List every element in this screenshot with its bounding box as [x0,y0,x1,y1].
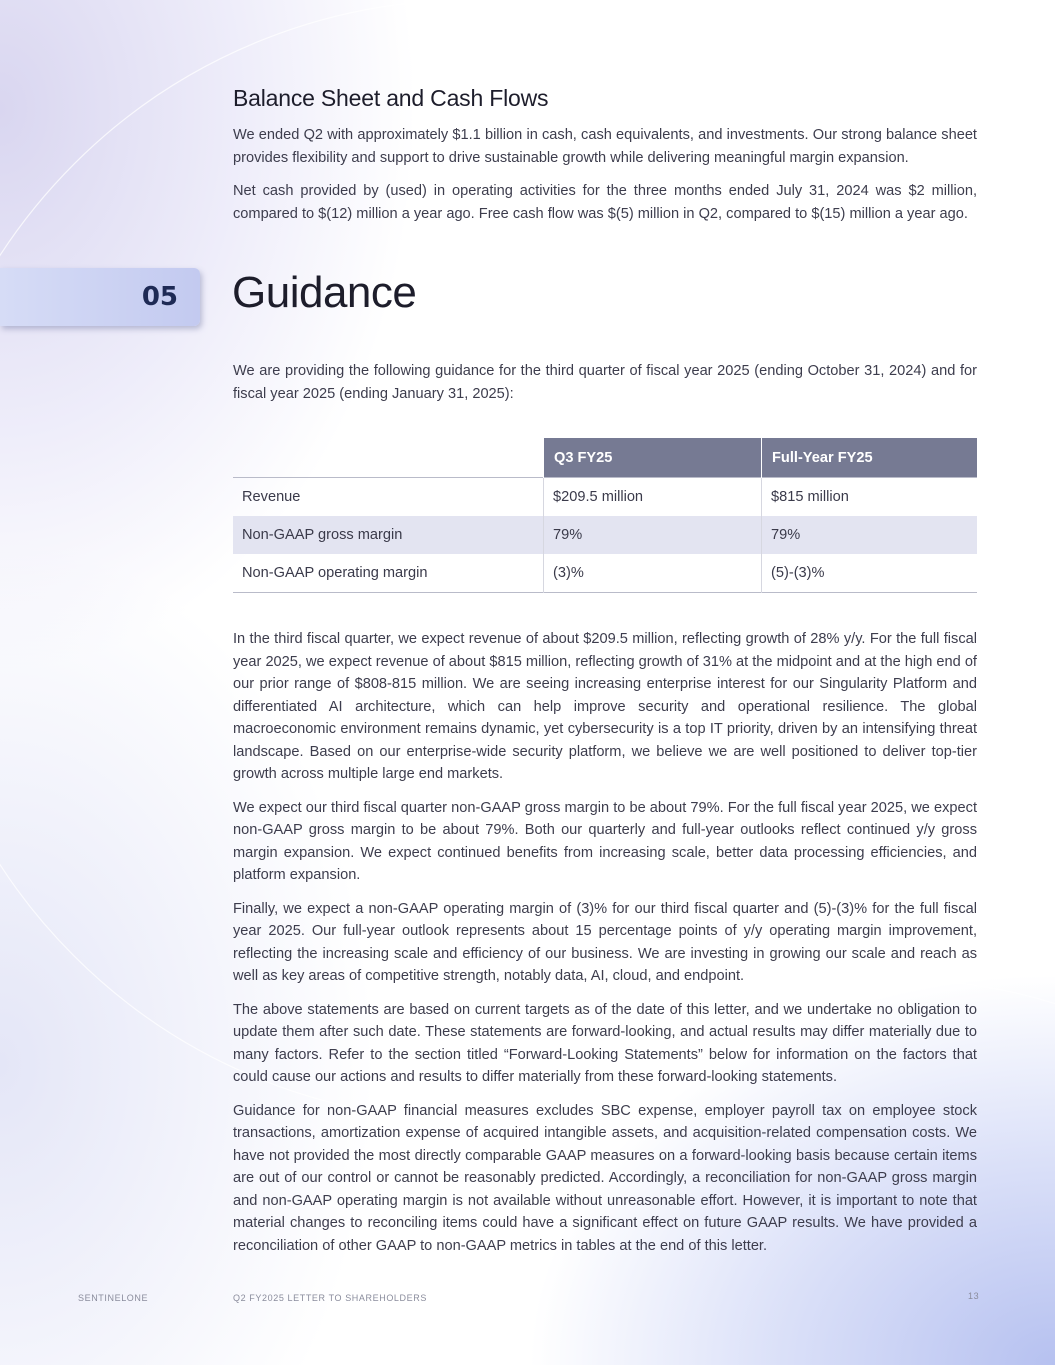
section-number: 05 [141,282,178,312]
footer-document-title: Q2 FY2025 LETTER TO SHAREHOLDERS [233,1293,427,1303]
guidance-paragraph-gross-margin: We expect our third fiscal quarter non-GAAP gross margin to be about 79%. For the full fiscal year 2025, we expect non-GAAP gross margin to be about 79%. Both our quarterly and full-year outlooks reflect continued y/y gross margin expansion. We expect continued benefits from increasing scale, better data processing efficiencies, and platform expansion. [233,799,977,883]
q3-value: $209.5 million [544,478,762,517]
balance-paragraph-1: We ended Q2 with approximately $1.1 billion in cash, cash equivalents, and investments. Our strong balance sheet provides flexibility and support to drive sustainable growth while delivering meaningful margin expansion. [233,127,977,166]
q3-value: (3)% [544,554,762,593]
full-year-value: 79% [762,516,978,554]
table-header-q3: Q3 FY25 [544,438,762,478]
row-label: Revenue [242,489,301,505]
guidance-paragraph-operating-margin: Finally, we expect a non-GAAP operating margin of (3)% for our third fiscal quarter and (5)-(3)% for the full fiscal year 2025. Our full-year outlook represents about 15 percentage points of y/y operating margin improvement, reflecting the increasing scale and efficiency of our business. We are investing in growing our scale and reach as well as key areas of competitive strength, notably data, AI, cloud, and endpoint. [233,900,977,984]
q3-value: 79% [544,516,762,554]
footer-brand: SENTINELONE [78,1293,149,1303]
full-year-value: (5)-(3)% [762,554,978,593]
table-row [233,478,977,517]
table-row [233,554,977,593]
guidance-body [233,628,977,1268]
full-year-value: $815 million [762,478,978,517]
row-label: Non-GAAP operating margin [242,565,428,581]
section-number-badge [0,268,200,326]
table-row [233,516,977,554]
page-number: 13 [968,1291,980,1301]
guidance-paragraph-revenue: In the third fiscal quarter, we expect revenue of about $209.5 million, reflecting growth of 28% y/y. For the full fiscal year 2025, we expect revenue of about $815 million, reflecting growth of 31% at the midpoint and at the high end of our prior range of $808-815 million. We are seeing increasing enterprise interest for our Singularity Platform and differentiated AI architecture, which can help improve security and operational resilience. The global macroeconomic environment remains dynamic, yet cybersecurity is a top IT priority, driven by an intensifying threat landscape. Based on our enterprise-wide security platform, we believe we are well positioned to deliver top-tier growth across multiple large end markets. [233,631,977,782]
balance-sheet-heading: Balance Sheet and Cash Flows [233,85,549,111]
guidance-table [233,438,977,593]
guidance-intro: We are providing the following guidance for the third quarter of fiscal year 2025 (ending October 31, 2024) and for fiscal year 2025 (ending January 31, 2025): [233,363,977,402]
table-header-empty [233,438,544,478]
guidance-paragraph-non-gaap: Guidance for non-GAAP financial measures excludes SBC expense, employer payroll tax on employee stock transactions, amortization expense of acquired intangible assets, and acquisition-related compensation costs. We have not provided the most directly comparable GAAP measures on a forward-looking basis because certain items are out of our control or cannot be reasonably predicted. Accordingly, a reconciliation for non-GAAP gross margin and non-GAAP operating margin is not available without unreasonable effort. However, it is important to note that material changes to reconciling items could have a significant effect on future GAAP results. We have provided a reconciliation of other GAAP to non-GAAP metrics in tables at the end of this letter. [233,1102,977,1254]
table-header-row [233,438,977,478]
guidance-paragraph-forward-looking: The above statements are based on current targets as of the date of this letter, and we undertake no obligation to update them after such date. These statements are forward-looking, and actual results may differ materially due to many factors. Refer to the section titled “Forward-Looking Statements” below for information on the factors that could cause our actions and results to differ materially from these forward-looking statements. [233,1001,977,1085]
balance-paragraph-2: Net cash provided by (used) in operating activities for the three months ended July 31, 2024 was $2 million, compared to $(12) million a year ago. Free cash flow was $(5) million in Q2, compared to $(15) million a year ago. [233,183,977,222]
guidance-heading: Guidance [232,268,417,317]
table-header-full-year: Full-Year FY25 [762,438,978,478]
row-label: Non-GAAP gross margin [233,516,544,554]
